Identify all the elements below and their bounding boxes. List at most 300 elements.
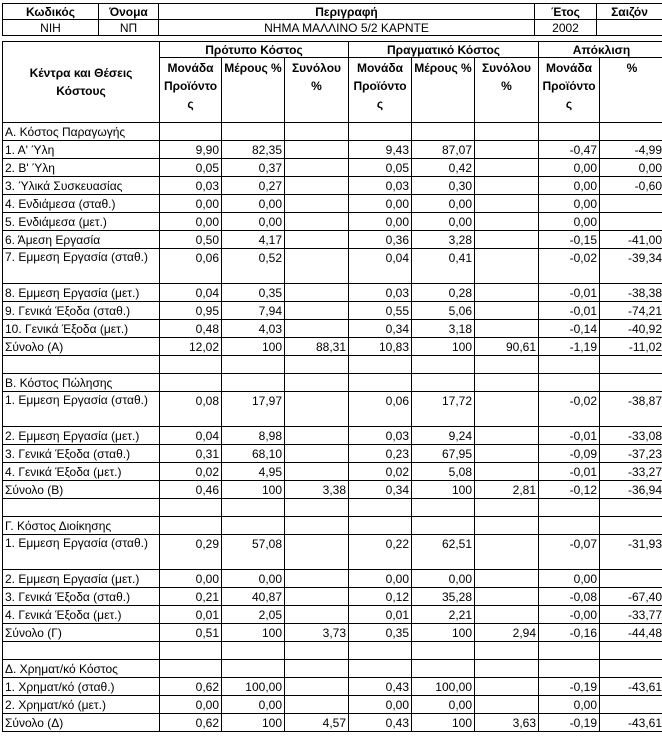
value-cell: 68,10 — [222, 445, 285, 463]
value-cell: 0,52 — [222, 249, 285, 284]
value-cell: 0,00 — [349, 696, 412, 714]
empty-cell — [222, 356, 285, 374]
table-row — [3, 338, 662, 356]
value-cell: 90,61 — [475, 338, 539, 356]
value-cell: 0,06 — [160, 249, 222, 284]
value-cell — [600, 570, 662, 588]
empty-cell — [600, 499, 662, 517]
empty-cell — [412, 374, 475, 392]
value-cell: -38,38 — [600, 284, 662, 302]
value-cell — [475, 535, 539, 570]
value-cell: -0,07 — [539, 535, 600, 570]
row-label: Σύνολο (Γ) — [3, 624, 160, 642]
value-cell — [475, 213, 539, 231]
value-cell: 0,55 — [349, 302, 412, 320]
value-cell: 0,01 — [349, 606, 412, 624]
value-cell: -67,40 — [600, 588, 662, 606]
empty-cell — [539, 374, 600, 392]
value-cell: 100,00 — [412, 678, 475, 696]
value-cell: 0,00 — [412, 195, 475, 213]
row-label: 2. Β' Ύλη — [3, 159, 160, 177]
value-cell: 0,01 — [160, 606, 222, 624]
value-cell — [285, 535, 349, 570]
empty-cell — [349, 499, 412, 517]
empty-cell — [475, 642, 539, 660]
var-unit-header: Μονάδα Προϊόντο ς — [539, 58, 600, 123]
value-cell — [600, 195, 662, 213]
act-part-header: Μέρους % — [412, 58, 475, 123]
value-cell: 0,02 — [160, 463, 222, 481]
value-cell: 0,02 — [349, 463, 412, 481]
empty-cell — [539, 642, 600, 660]
name-value: ΝΠ — [99, 20, 159, 36]
value-cell: -31,93 — [600, 535, 662, 570]
value-cell: 57,08 — [222, 535, 285, 570]
value-cell — [475, 284, 539, 302]
section-row — [3, 517, 662, 535]
value-cell: 0,00 — [539, 177, 600, 195]
value-cell — [475, 141, 539, 159]
value-cell — [285, 141, 349, 159]
value-cell — [475, 427, 539, 445]
value-cell: 3,28 — [412, 231, 475, 249]
value-cell: -33,27 — [600, 463, 662, 481]
value-cell: 0,27 — [222, 177, 285, 195]
description-value: ΝΗΜΑ ΜΑΛΛΙΝΟ 5/2 ΚΑΡΝΤΕ — [159, 20, 535, 36]
section-label: Γ. Κόστος Διοίκησης — [3, 517, 160, 535]
table-row — [3, 213, 662, 231]
table-row — [3, 588, 662, 606]
value-cell: 100 — [222, 338, 285, 356]
value-cell — [475, 463, 539, 481]
act-total-header: Συνόλου % — [475, 58, 539, 123]
value-cell: 35,28 — [412, 588, 475, 606]
value-cell: 0,00 — [600, 159, 662, 177]
value-cell: 0,05 — [160, 159, 222, 177]
std-part-header: Μέρους % — [222, 58, 285, 123]
table-row — [3, 606, 662, 624]
value-cell: -4,99 — [600, 141, 662, 159]
row-label: 8. Εμμεση Εργασία (μετ.) — [3, 284, 160, 302]
empty-cell — [222, 374, 285, 392]
empty-cell — [600, 660, 662, 678]
empty-cell — [412, 660, 475, 678]
value-cell: -74,21 — [600, 302, 662, 320]
value-cell: 0,42 — [412, 159, 475, 177]
value-cell: 0,03 — [349, 284, 412, 302]
value-cell — [475, 320, 539, 338]
empty-cell — [3, 642, 160, 660]
table-row — [3, 141, 662, 159]
value-cell: 0,31 — [160, 445, 222, 463]
empty-cell — [285, 642, 349, 660]
row-label: 2. Εμμεση Εργασία (μετ.) — [3, 427, 160, 445]
value-cell: 88,31 — [285, 338, 349, 356]
value-cell: 0,00 — [412, 213, 475, 231]
description-label: Περιγραφή — [159, 4, 535, 20]
table-row — [3, 696, 662, 714]
value-cell: -1,19 — [539, 338, 600, 356]
value-cell: -0,15 — [539, 231, 600, 249]
value-cell: 67,95 — [412, 445, 475, 463]
value-cell: 4,03 — [222, 320, 285, 338]
value-cell: 0,03 — [349, 177, 412, 195]
season-label: Σαιζόν — [597, 4, 662, 20]
value-cell — [600, 696, 662, 714]
value-cell: -37,23 — [600, 445, 662, 463]
section-row — [3, 660, 662, 678]
empty-cell — [600, 517, 662, 535]
value-cell: -0,01 — [539, 427, 600, 445]
row-label: 9. Γενικά Έξοδα (σταθ.) — [3, 302, 160, 320]
variance-header: Απόκλιση — [539, 42, 662, 58]
value-cell — [475, 249, 539, 284]
value-cell: 0,00 — [539, 696, 600, 714]
value-cell — [285, 570, 349, 588]
value-cell — [285, 195, 349, 213]
value-cell: 0,30 — [412, 177, 475, 195]
row-label: 2. Εμμεση Εργασία (μετ.) — [3, 570, 160, 588]
empty-cell — [600, 374, 662, 392]
value-cell: 0,05 — [349, 159, 412, 177]
table-row — [3, 392, 662, 427]
value-cell — [285, 213, 349, 231]
empty-cell — [412, 642, 475, 660]
value-cell: -44,48 — [600, 624, 662, 642]
value-cell: 0,51 — [160, 624, 222, 642]
value-cell: 10,83 — [349, 338, 412, 356]
empty-cell — [539, 517, 600, 535]
value-cell — [285, 159, 349, 177]
value-cell: -43,61 — [600, 678, 662, 696]
value-cell: 0,00 — [349, 570, 412, 588]
value-cell: 3,63 — [475, 714, 539, 732]
value-cell: 0,03 — [160, 177, 222, 195]
empty-cell — [285, 660, 349, 678]
table-row — [3, 284, 662, 302]
value-cell: -33,08 — [600, 427, 662, 445]
value-cell: -40,92 — [600, 320, 662, 338]
value-cell: -0,19 — [539, 678, 600, 696]
value-cell: 0,35 — [349, 624, 412, 642]
value-cell: 0,00 — [222, 213, 285, 231]
value-cell — [475, 570, 539, 588]
cost-centers-header: Κέντρα και Θέσεις Κόστους — [3, 42, 160, 123]
empty-cell — [285, 123, 349, 141]
season-value — [597, 20, 662, 36]
value-cell: 100 — [222, 481, 285, 499]
value-cell: 0,37 — [222, 159, 285, 177]
value-cell — [475, 231, 539, 249]
table-row — [3, 463, 662, 481]
empty-cell — [412, 517, 475, 535]
value-cell: 0,03 — [349, 427, 412, 445]
value-cell: 4,57 — [285, 714, 349, 732]
value-cell: -0,47 — [539, 141, 600, 159]
empty-cell — [412, 123, 475, 141]
value-cell: 0,12 — [349, 588, 412, 606]
table-row — [3, 195, 662, 213]
empty-cell — [160, 356, 222, 374]
value-cell — [285, 606, 349, 624]
value-cell — [285, 249, 349, 284]
value-cell: 0,00 — [160, 696, 222, 714]
std-total-header: Συνόλου % — [285, 58, 349, 123]
value-cell: 100 — [412, 624, 475, 642]
value-cell: 4,95 — [222, 463, 285, 481]
value-cell: -0,02 — [539, 249, 600, 284]
value-cell — [285, 177, 349, 195]
value-cell: 87,07 — [412, 141, 475, 159]
value-cell — [475, 588, 539, 606]
value-cell: 0,43 — [349, 714, 412, 732]
value-cell — [475, 302, 539, 320]
value-cell: 0,00 — [412, 696, 475, 714]
table-row — [3, 535, 662, 570]
std-unit-header: Μονάδα Προϊόντο ς — [160, 58, 222, 123]
value-cell: 12,02 — [160, 338, 222, 356]
value-cell: 0,29 — [160, 535, 222, 570]
value-cell: 100 — [222, 624, 285, 642]
empty-cell — [349, 517, 412, 535]
table-row — [3, 624, 662, 642]
value-cell — [475, 696, 539, 714]
section-label: Α. Κόστος Παραγωγής — [3, 123, 160, 141]
row-label: 10. Γενικά Έξοδα (μετ.) — [3, 320, 160, 338]
value-cell: -39,34 — [600, 249, 662, 284]
value-cell: 0,00 — [539, 570, 600, 588]
value-cell: -0,01 — [539, 284, 600, 302]
value-cell: 0,00 — [160, 195, 222, 213]
value-cell: -0,00 — [539, 606, 600, 624]
table-row — [3, 427, 662, 445]
row-label: 6. Άμεση Εργασία — [3, 231, 160, 249]
row-label: 1. Α' Ύλη — [3, 141, 160, 159]
value-cell — [285, 696, 349, 714]
value-cell — [475, 177, 539, 195]
value-cell: 17,97 — [222, 392, 285, 427]
table-row — [3, 445, 662, 463]
value-cell: -0,08 — [539, 588, 600, 606]
actual-cost-header: Πραγματικό Κόστος — [349, 42, 539, 58]
empty-cell — [222, 123, 285, 141]
spacer-row — [3, 499, 662, 517]
empty-cell — [475, 660, 539, 678]
value-cell — [475, 392, 539, 427]
value-cell: 0,00 — [160, 213, 222, 231]
value-cell: -11,02 — [600, 338, 662, 356]
empty-cell — [539, 123, 600, 141]
value-cell: 0,00 — [412, 570, 475, 588]
empty-cell — [475, 123, 539, 141]
value-cell: 100 — [222, 714, 285, 732]
standard-cost-header: Πρότυπο Κόστος — [160, 42, 349, 58]
value-cell: 17,72 — [412, 392, 475, 427]
value-cell: -0,19 — [539, 714, 600, 732]
empty-cell — [3, 356, 160, 374]
empty-cell — [349, 660, 412, 678]
empty-cell — [412, 356, 475, 374]
value-cell: 0,23 — [349, 445, 412, 463]
value-cell: 0,00 — [222, 570, 285, 588]
empty-cell — [475, 517, 539, 535]
row-label: 4. Ενδιάμεσα (σταθ.) — [3, 195, 160, 213]
empty-cell — [160, 517, 222, 535]
value-cell: 9,90 — [160, 141, 222, 159]
row-label: 2. Χρηματ/κό (μετ.) — [3, 696, 160, 714]
section-label: Β. Κόστος Πώλησης — [3, 374, 160, 392]
value-cell: 4,17 — [222, 231, 285, 249]
empty-cell — [222, 499, 285, 517]
table-row — [3, 231, 662, 249]
row-label: 7. Εμμεση Εργασία (σταθ.) — [3, 249, 160, 284]
value-cell — [475, 159, 539, 177]
empty-cell — [160, 660, 222, 678]
value-cell: 0,04 — [160, 284, 222, 302]
value-cell: 100 — [412, 338, 475, 356]
value-cell — [475, 606, 539, 624]
value-cell: 0,95 — [160, 302, 222, 320]
empty-cell — [160, 642, 222, 660]
value-cell: 7,94 — [222, 302, 285, 320]
value-cell — [285, 463, 349, 481]
value-cell — [285, 320, 349, 338]
row-label: 1. Εμμεση Εργασία (σταθ.) — [3, 392, 160, 427]
value-cell — [475, 445, 539, 463]
empty-cell — [222, 517, 285, 535]
empty-cell — [285, 356, 349, 374]
product-header-table — [2, 3, 662, 36]
value-cell: -38,87 — [600, 392, 662, 427]
value-cell: 0,35 — [222, 284, 285, 302]
value-cell: 9,43 — [349, 141, 412, 159]
value-cell: 0,22 — [349, 535, 412, 570]
value-cell — [285, 445, 349, 463]
empty-cell — [160, 499, 222, 517]
value-cell — [475, 195, 539, 213]
value-cell: 0,28 — [412, 284, 475, 302]
value-cell: 0,00 — [222, 195, 285, 213]
value-cell: 62,51 — [412, 535, 475, 570]
table-row — [3, 159, 662, 177]
row-label: 5. Ενδιάμεσα (μετ.) — [3, 213, 160, 231]
value-cell: 8,98 — [222, 427, 285, 445]
value-cell — [285, 231, 349, 249]
value-cell: -0,09 — [539, 445, 600, 463]
value-cell — [285, 588, 349, 606]
empty-cell — [160, 123, 222, 141]
empty-cell — [222, 660, 285, 678]
value-cell: 5,06 — [412, 302, 475, 320]
value-cell: 0,00 — [539, 213, 600, 231]
var-pct-header: % — [600, 58, 662, 123]
value-cell: 0,34 — [349, 481, 412, 499]
table-row — [3, 302, 662, 320]
empty-cell — [160, 374, 222, 392]
row-label: 1. Χρηματ/κό (σταθ.) — [3, 678, 160, 696]
value-cell: 0,00 — [539, 195, 600, 213]
value-cell: -0,01 — [539, 302, 600, 320]
value-cell: -0,12 — [539, 481, 600, 499]
value-cell: -43,61 — [600, 714, 662, 732]
value-cell: 100,00 — [222, 678, 285, 696]
row-label: 3. Ύλικά Συσκευασίας — [3, 177, 160, 195]
empty-cell — [539, 660, 600, 678]
empty-cell — [475, 356, 539, 374]
value-cell: -0,01 — [539, 463, 600, 481]
empty-cell — [600, 356, 662, 374]
section-row — [3, 123, 662, 141]
empty-cell — [222, 642, 285, 660]
value-cell — [285, 678, 349, 696]
value-cell: 2,81 — [475, 481, 539, 499]
empty-cell — [349, 642, 412, 660]
value-cell — [475, 678, 539, 696]
value-cell: 2,21 — [412, 606, 475, 624]
value-cell: 2,05 — [222, 606, 285, 624]
value-cell: 0,41 — [412, 249, 475, 284]
value-cell: 0,48 — [160, 320, 222, 338]
row-label: Σύνολο (Β) — [3, 481, 160, 499]
value-cell: 40,87 — [222, 588, 285, 606]
value-cell — [285, 427, 349, 445]
value-cell: 100 — [412, 714, 475, 732]
empty-cell — [600, 642, 662, 660]
value-cell — [285, 302, 349, 320]
empty-cell — [285, 374, 349, 392]
value-cell: 0,00 — [539, 159, 600, 177]
value-cell: 0,04 — [349, 249, 412, 284]
value-cell: 100 — [412, 481, 475, 499]
act-unit-header: Μονάδα Προϊόντο ς — [349, 58, 412, 123]
table-row — [3, 570, 662, 588]
value-cell: -36,94 — [600, 481, 662, 499]
value-cell: 0,62 — [160, 678, 222, 696]
table-row — [3, 678, 662, 696]
empty-cell — [3, 499, 160, 517]
value-cell: 0,36 — [349, 231, 412, 249]
row-label: Σύνολο (Δ) — [3, 714, 160, 732]
value-cell: -0,14 — [539, 320, 600, 338]
value-cell: 0,06 — [349, 392, 412, 427]
empty-cell — [600, 123, 662, 141]
value-cell: 0,00 — [349, 213, 412, 231]
value-cell: 0,34 — [349, 320, 412, 338]
empty-cell — [475, 374, 539, 392]
value-cell: 0,21 — [160, 588, 222, 606]
value-cell — [600, 213, 662, 231]
empty-cell — [539, 356, 600, 374]
value-cell: 0,00 — [349, 195, 412, 213]
table-row — [3, 249, 662, 284]
spacer-row — [3, 356, 662, 374]
empty-cell — [349, 123, 412, 141]
section-row — [3, 374, 662, 392]
row-label: 3. Γενικά Έξοδα (σταθ.) — [3, 445, 160, 463]
empty-cell — [349, 356, 412, 374]
code-label: Κωδικός — [3, 4, 99, 20]
empty-cell — [349, 374, 412, 392]
name-label: Όνομα — [99, 4, 159, 20]
value-cell: -0,60 — [600, 177, 662, 195]
row-label: 4. Γενικά Έξοδα (μετ.) — [3, 463, 160, 481]
value-cell: 3,38 — [285, 481, 349, 499]
empty-cell — [475, 499, 539, 517]
value-cell: 3,73 — [285, 624, 349, 642]
value-cell: 0,62 — [160, 714, 222, 732]
empty-cell — [539, 499, 600, 517]
empty-cell — [412, 499, 475, 517]
